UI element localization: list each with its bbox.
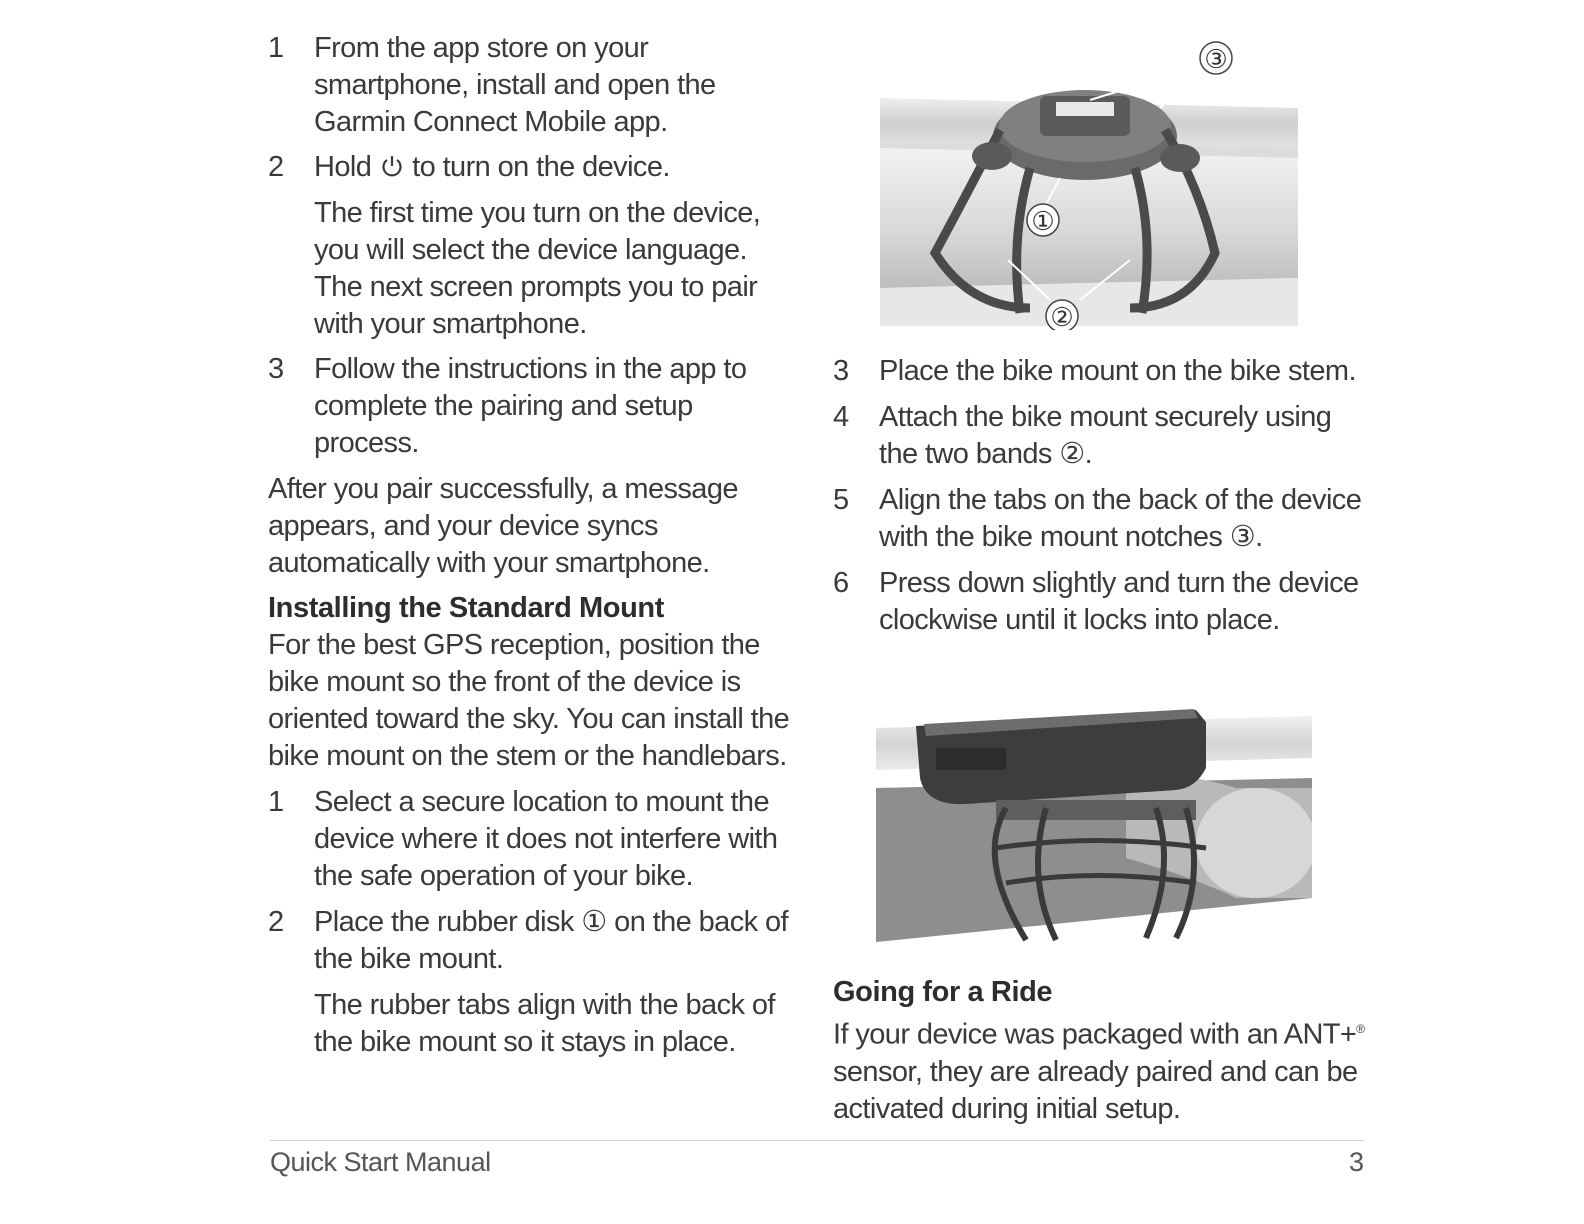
callout-marker: ①	[581, 906, 607, 938]
step-text-after: .	[1084, 438, 1093, 470]
step-text-before: Place the rubber disk	[314, 906, 582, 938]
registered-mark: ®	[1356, 1022, 1365, 1036]
callout-3: ③	[1204, 44, 1228, 74]
step-number: 3	[833, 355, 849, 387]
step-text: From the app store on your smartphone, install and open the Garmin Connect Mobile app.	[314, 32, 716, 138]
step-text-after: to turn on the device.	[404, 151, 670, 183]
figure-device-mounted	[876, 708, 1312, 942]
step-text-after: .	[1255, 521, 1263, 553]
step-text: Follow the instructions in the app to complete the pairing and setup process.	[314, 353, 747, 459]
power-icon	[379, 152, 405, 178]
step-3-place	[833, 353, 1373, 390]
ride-paragraph	[833, 1011, 1373, 1128]
ride-text-before: If your device was packaged with an ANT+	[833, 1018, 1357, 1051]
page-number: 3	[1348, 1147, 1364, 1177]
step-4-attach	[833, 399, 1373, 473]
page-footer	[270, 1140, 1364, 1177]
step-2-hold	[268, 149, 798, 343]
right-column-ride	[833, 974, 1373, 1128]
step-note: The rubber tabs align with the back of the bike mount so it stays in place.	[314, 989, 775, 1058]
right-column-steps	[833, 353, 1373, 639]
step-text-before: Align the tabs on the back of the device with the bike mount notches	[879, 484, 1362, 553]
callout-1: ①	[1031, 206, 1055, 236]
step-text: Press down slightly and turn the device clockwise until it locks into place.	[879, 567, 1359, 636]
step-text: Select a secure location to mount the device where it does not interfere with the safe operation of your bike.	[314, 786, 778, 892]
step-5-align	[833, 482, 1373, 556]
step-number: 2	[268, 906, 284, 938]
step-text: Place the bike mount on the bike stem.	[879, 355, 1356, 387]
step-number: 5	[833, 484, 849, 516]
section-heading-going-for-ride: Going for a Ride	[833, 976, 1053, 1008]
after-pair-paragraph: After you pair successfully, a message appears, and your device syncs automatically with your smartphone.	[268, 473, 738, 579]
step-text-before: Attach the bike mount securely using the two bands	[879, 401, 1332, 470]
ride-text-after: sensor, they are already paired and can be activated during initial setup.	[833, 1055, 1358, 1125]
step-1-select	[268, 784, 798, 895]
left-column	[268, 30, 798, 1061]
step-number: 1	[268, 32, 284, 64]
step-number: 1	[268, 786, 284, 818]
step-number: 2	[268, 151, 284, 183]
step-2-rubber-disk	[268, 904, 798, 1061]
figure-bike-mount-callouts	[880, 38, 1300, 330]
footer-title: Quick Start Manual	[270, 1147, 491, 1177]
step-3-follow	[268, 351, 798, 462]
callout-2: ②	[1050, 302, 1074, 330]
mount-intro-paragraph: For the best GPS reception, position the bike mount so the front of the device is oriented toward the sky. You can install the bike mount on the stem or the handlebars.	[268, 629, 790, 772]
step-number: 4	[833, 401, 849, 433]
step-note: The first time you turn on the device, you will select the device language. The next screen prompts you to pair with your smartphone.	[314, 197, 761, 340]
step-number: 6	[833, 567, 849, 599]
step-1-app	[268, 30, 798, 141]
step-6-press	[833, 565, 1373, 639]
step-text-after: on the back of the bike mount.	[314, 906, 788, 975]
step-number: 3	[268, 353, 284, 385]
callout-marker: ③	[1229, 521, 1256, 553]
section-heading-standard-mount: Installing the Standard Mount	[268, 592, 665, 624]
step-text-before: Hold	[314, 151, 379, 183]
callout-marker: ②	[1059, 438, 1085, 470]
